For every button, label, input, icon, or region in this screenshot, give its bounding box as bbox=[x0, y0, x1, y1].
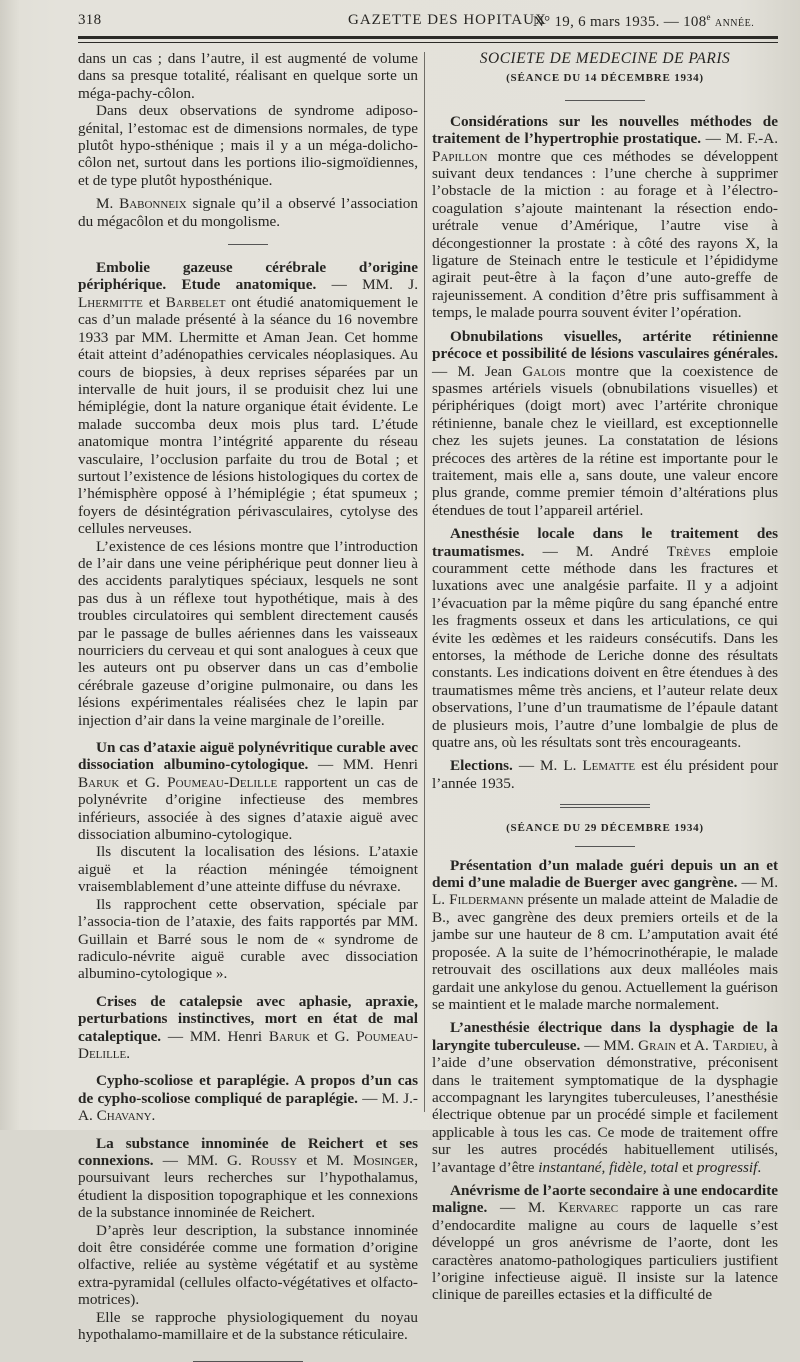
article-title: La substance innominée de Reichert et ses connexions. bbox=[78, 1134, 418, 1169]
article-catalepsie: Crises de catalepsie avec aphasie, apraxie, perturbations instinctives, mort en état de mal cataleptique. — MM. Henri Baruk et G. Poumeau-Delille. bbox=[78, 992, 418, 1062]
header-rule-thick bbox=[78, 36, 778, 39]
article-buerger: Présentation d’un malade guéri depuis un an et demi d’une maladie de Buerger avec gangrène. — M. L. Fildermann présente un malade atteint de Maladie de B., avec gangrène des deux premiers orteils et de la jambe sur une hauteur de 8 cm. L’amputation avait été proposée. A la suite de l’hémocrinothérapie, le malade retrouvait des oscillations aux deux malléoles mais gardait une ankylose du genou. Actuellement la guérison se maintient et le malade marche normalement. bbox=[432, 856, 778, 1013]
article-title: Considérations sur les nouvelles méthodes de traitement de l’hypertrophie prostatique. bbox=[432, 112, 778, 148]
left-column bbox=[78, 50, 418, 1362]
separator-double bbox=[560, 804, 650, 808]
separator bbox=[565, 100, 645, 101]
article-cypho-scoliose: Cypho-scoliose et paraplégie. A propos d’un cas de cypho-scoliose compliqué de paraplégie. — M. J.-A. Chavany. bbox=[78, 1072, 418, 1125]
article-reichert: La substance innominée de Reichert et ses connexions. — MM. G. Roussy et M. Mosinger, poursuivant leurs recherches sur l’hypothalamus, étudient la disposition topographique et les connexions de la substance innominée de Reichert. bbox=[78, 1134, 419, 1222]
article-title: L’anesthésie électrique dans la dysphagie de la laryngite tuberculeuse. bbox=[432, 1019, 778, 1054]
article-title: Elections. bbox=[450, 757, 513, 775]
session-date: (SÉANCE DU 14 DÉCEMBRE 1934) bbox=[506, 72, 704, 85]
article-title: Anesthésie locale dans le traitement des traumatismes. bbox=[432, 525, 778, 560]
paragraph: M. Babonneix signale qu’il a observé l’association du mégacôlon et du mongolisme. bbox=[78, 195, 418, 230]
separator bbox=[228, 244, 268, 245]
article-obnubilations: Obnubilations visuelles, artérite rétinienne précoce et possibilité de lésions vasculaires générales. — M. Jean Galois montre que la coexistence de spasmes artériels visuels (obnubilations visuelles) et périphériques (doigt mort) avec l’artérite chronique rétinienne, banale chez le vieillard, est exceptionnelle chez les sujets jeunes. La constatation de lésions précoces des artères de la rétine est importante pour le traitement, mais elle a, sans doute, une valeur encore plus grande, comme premier témoin d’altérations plus étendues de tout l’appareil artériel. bbox=[432, 327, 779, 519]
paragraph: Elle se rapproche physiologiquement du noyau hypothalamo-mamillaire et de la substance réticulaire. bbox=[78, 1308, 418, 1344]
paragraph: Ils rapprochent cette observation, spéciale par l’associa-tion de l’ataxie, des faits rapportés par MM. Guillain et Barré sous le nom de « syndrome de radiculo-névrite aiguë curable avec dissociation albumino-cytologique ». bbox=[78, 895, 418, 983]
article-title: Cypho-scoliose et paraplégie. A propos d’un cas de cypho-scoliose compliqué de paraplégie. bbox=[78, 1072, 418, 1107]
article-title: Anévrisme de l’aorte secondaire à une endocardite maligne. bbox=[432, 1181, 778, 1217]
right-column bbox=[432, 50, 778, 1304]
paragraph: dans un cas ; dans l’autre, il est augmenté de volume dans sa presque totalité, réalisant en quelque sorte un méga-pachy-côlon. bbox=[78, 50, 418, 102]
article-title: Embolie gazeuse cérébrale d’origine périphérique. Etude anatomique. bbox=[78, 259, 418, 294]
article-anesthesie-electrique: L’anesthésie électrique dans la dysphagie de la laryngite tuberculeuse. — MM. Grain et A. Tardieu, à l’aide d’une observation démonstrative, préconisent dans le traitement symptomatique de la dysphagie accompagnant les laryngites tuberculeuses, l’anesthésie électrique obtenue par un procédé simple et facilement applicable à tous les cas. Ce mode de traitement offre sur les autres procédés habituellement utilisés, l’avantage d’être instantané, fidèle, total et progressif. bbox=[432, 1019, 778, 1176]
article-anevrisme: Anévrisme de l’aorte secondaire à une endocardite maligne. — M. Kervarec rapporte un cas rare d’endocardite maligne au cours de laquelle s’est développé un gros anévrisme de l’aorte, dont les caractères anatomo-pathologiques particuliers justifient l’origine infectieuse aiguë. Il insiste sur la latence clinique de pareilles ectasies et la difficulté de bbox=[432, 1181, 778, 1304]
article-title: Présentation d’un malade guéri depuis un an et demi d’une maladie de Buerger avec gangrène. bbox=[432, 856, 778, 892]
journal-title: GAZETTE DES HOPITAUX bbox=[348, 12, 547, 28]
paragraph: D’après leur description, la substance innominée doit être considérée comme une formation d’origine olfactive, reliée au système végétatif et au système extra-pyramidal (cellules olfacto-végétatives et olfacto-motrices). bbox=[78, 1221, 418, 1309]
header-rule-thin bbox=[78, 42, 778, 43]
article-title: Obnubilations visuelles, artérite rétinienne précoce et possibilité de lésions vasculaires générales. bbox=[432, 327, 778, 363]
separator bbox=[575, 846, 635, 847]
session-date: (SÉANCE DU 29 DÉCEMBRE 1934) bbox=[506, 822, 704, 835]
article-ataxie: Un cas d’ataxie aiguë polynévritique curable avec dissociation albumino-cytologique. — MM. Henri Baruk et G. Poumeau-Delille rapportent un cas de polynévrite d’origine infectieuse des membres inférieurs, associée à des signes d’ataxie aiguë avec dissociation albumino-cytologique. bbox=[78, 739, 418, 844]
paragraph: Ils discutent la localisation des lésions. L’ataxie aiguë et la réaction méningée témoignent vraisemblablement d’une atteinte diffuse du névraxe. bbox=[78, 843, 418, 896]
paragraph: Dans deux observations de syndrome adiposo-génital, l’estomac est de dimensions normales, de type plutôt hypo-sthénique ; mais il y a un méga-dolicho-côlon net, surtout dans les portions ilio-sigmoïdiennes, et de type plutôt hyposthénique. bbox=[78, 102, 418, 189]
article-elections: Elections. — M. L. Lematte est élu président pour l’année 1935. bbox=[432, 757, 778, 792]
society-heading: SOCIETE DE MEDECINE DE PARIS bbox=[479, 50, 731, 67]
page-header bbox=[78, 10, 778, 34]
article-embolie: Embolie gazeuse cérébrale d’origine périphérique. Etude anatomique. — MM. J. Lhermitte et Barbelet ont étudié anatomiquement le cas d’un malade présenté à la séance du 16 novembre 1933 par MM. Lhermitte et Aman Jean. Cet homme était atteint d’adénopathies cervicales néoplasiques. Au cours de biopsies, à deux reprises séparées par un intervalle de huit jours, il se produisit chez lui une hémiplégie, dont la nature organique était évidente. Le malade succomba deux mois plus tard. L’étude anatomique montra l’intégrité apparente du réseau vasculaire, l’occlusion parfaite du trou de Botal ; et surtout l’existence de lésions histologiques du cortex de l’hémisphère opposé à l’hémiplégie ; état spumeux ; foyers de désintégration périvasculaires, cytolyse des cellules nerveuses. bbox=[78, 259, 418, 538]
article-title: Crises de catalepsie avec aphasie, apraxie, perturbations instinctives, mort en état de mal cataleptique. bbox=[78, 992, 418, 1045]
column-divider bbox=[424, 52, 425, 1112]
article-anesthesie-locale: Anesthésie locale dans le traitement des traumatismes. — M. André Trèves emploie couramment cette méthode dans les fractures et luxations avec une analgésie parfaite. Il y a adjoint l’évacuation par la même piqûre du sang épanché entre les fragments osseux et dans les articulations, ce qui évite les œdèmes et les raideurs consécutifs. Dans les entorses, la méthode de Leriche donne des résultats constants. Les indications doivent en être étendues à des traumatismes même très anciens, et l’auteur relate deux observations, l’une d’un traumatisme de l’épaule datant de plusieurs mois, l’autre d’une lombalgie de plus de quatre ans, où les résultats sont très encourageants. bbox=[432, 525, 779, 752]
paragraph: L’existence de ces lésions montre que l’introduction de l’air dans une veine périphérique peut donner lieu à des accidents paralytiques spéciaux, lesquels ne sont pas dus à un réflexe tout hypothétique, mais à des troubles circulatoires qui semblent directement causés par le passage de bulles aériennes dans les vaisseaux nourriciers du cerveau et qui sont analogues à ceux que les auteurs ont pu observer dans un cas d’embolie cérébrale gazeuse d’origine pulmonaire, ou dans les lésions expérimentales réalisées chez le lapin par injection d’air dans la veine marginale de l’oreille. bbox=[78, 537, 418, 729]
issue-info: N° 19, 6 mars 1935. — 108e ANNÉE. bbox=[533, 12, 755, 30]
article-prostate: Considérations sur les nouvelles méthodes de traitement de l’hypertrophie prostatique. — M. F.-A. Papillon montre que ces méthodes se développent suivant deux tendances : l’une cherche à supprimer l’obstacle de la miction : au forage et à l’électro-coagulation s’ajoute maintenant la résection endo-urétrale venue d’Amérique, l’autre vise à décongestionner la prostate : à côté des rayons X, la ligature de Steinach entre le testicule et l’épididyme agirait peut-être à la façon d’une auto-greffe de rajeunissement. A condition d’être pris suffisamment à temps, le malade pourra souvent éviter l’opération. bbox=[432, 112, 778, 322]
page-number: 318 bbox=[78, 12, 102, 28]
article-title: Un cas d’ataxie aiguë polynévritique curable avec dissociation albumino-cytologique. bbox=[78, 739, 418, 774]
